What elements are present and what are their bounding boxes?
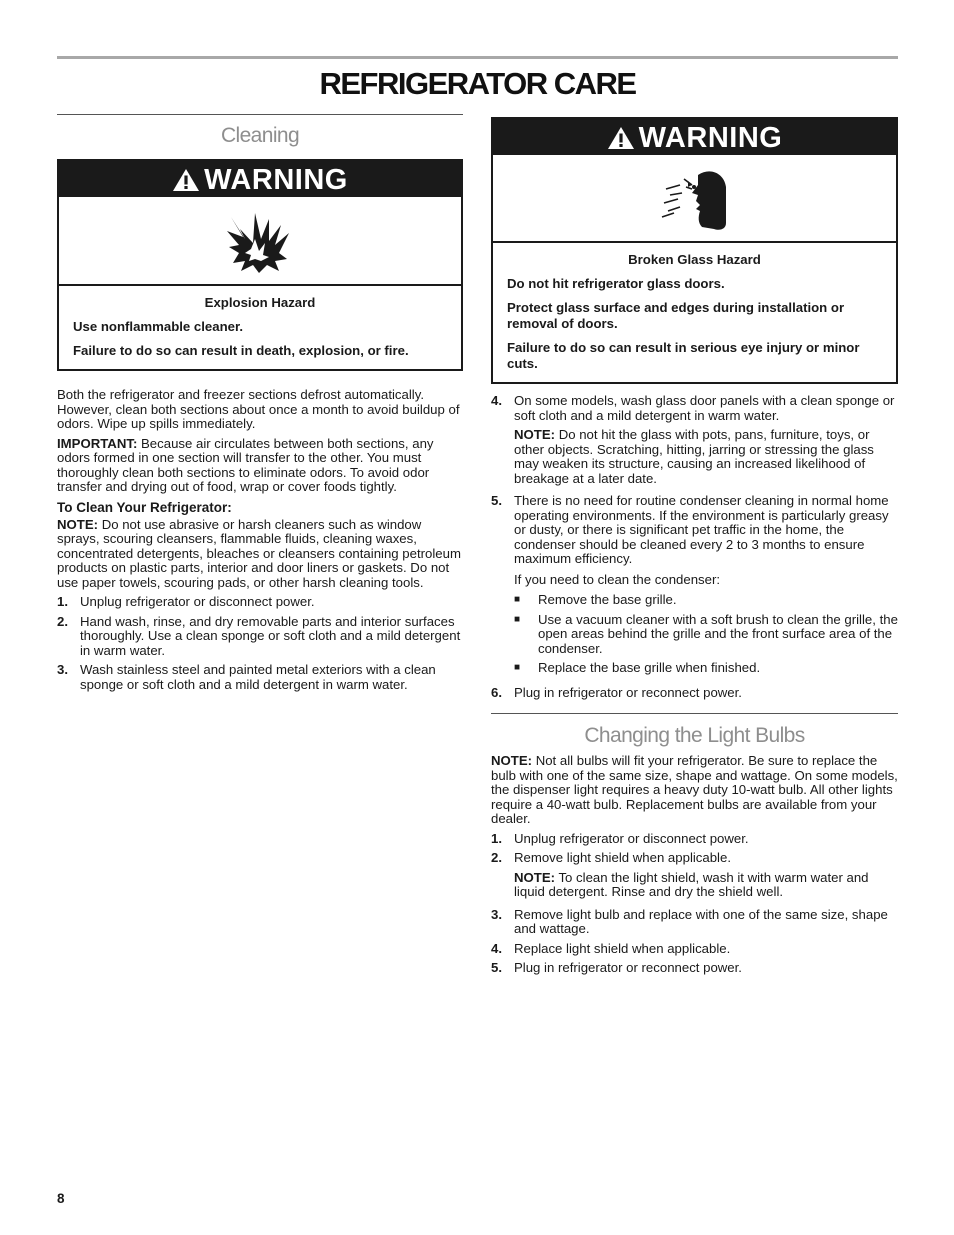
glass-warning-box xyxy=(491,117,898,384)
bullet-square-icon: ■ xyxy=(514,594,521,605)
bulb-steps xyxy=(491,832,898,976)
warning-line: Failure to do so can result in serious eye injury or minor cuts. xyxy=(507,340,860,371)
list-item: 3. Remove light bulb and replace with one of the same size, shape and wattage. xyxy=(491,906,888,936)
list-item: 2. Remove light shield when applicable. NOTE: To clean the light shield, wash it with warm water and liquid detergent. Rinse and dry the shield well. xyxy=(491,851,898,900)
list-item: 4. On some models, wash glass door panels with a clean sponge or soft cloth and a mild detergent in warm water. NOTE: Do not hit the glass with pots, pans, furniture, toys, or other objects. Scratching, hitting, jarring or stressing the glass may weaken its structure, causing an increased likelihood of breakage at a later date. xyxy=(491,394,898,486)
warning-text xyxy=(59,286,461,369)
list-item: 5. There is no need for routine condenser cleaning in normal home operating environments. If the environment is particularly greasy or dusty, or there is significant pet traffic in the home, the condenser should be cleaned every 2 to 3 months to ensure maximum efficiency. If you need to clean the condenser: ■ Remove the base grille. ■ Use a vacuum cleaner with a soft brush to clean the grille, the open areas behind the grille and the front surface area of the condenser. ■ Replace the base grille when finished. xyxy=(491,493,898,675)
hazard-title: Explosion Hazard xyxy=(204,295,316,310)
cleaner-note: NOTE: Do not use abrasive or harsh cleaners such as window sprays, scouring cleansers, flammable fluids, cleaning waxes, concentrated detergents, bleaches or cleansers containing petroleum products on plastic parts, interior and door liners or gaskets. Do not use paper towels, scouring pads, or other harsh cleaning tools. xyxy=(57,516,461,590)
list-item: 3. Wash stainless steel and painted metal exteriors with a clean sponge or soft cloth and a mild detergent in warm water. xyxy=(57,662,436,692)
list-item: 2. Hand wash, rinse, and dry removable parts and interior surfaces thoroughly. Use a clean sponge or soft cloth and a mild detergent in warm water. xyxy=(57,613,461,658)
bullet-square-icon: ■ xyxy=(514,662,521,673)
bulbs-note: NOTE: Not all bulbs will fit your refrigerator. Be sure to replace the bulb with one of the same size, shape and wattage. On some models, the dispenser light requires a heavy duty 10-watt bulb. All other lights require a 40-watt bulb. Replacement bulbs are available from your dealer. xyxy=(491,753,898,826)
list-item: 1. Unplug refrigerator or disconnect power. xyxy=(57,594,315,609)
section-rule xyxy=(491,713,898,714)
light-shield-note: NOTE: To clean the light shield, wash it with warm water and liquid detergent. Rinse and dry the shield well. xyxy=(514,869,869,899)
warning-triangle-icon xyxy=(607,126,635,150)
condenser-subtext: If you need to clean the condenser: xyxy=(514,571,721,587)
bullet-item: ■ Use a vacuum cleaner with a soft brush to clean the grille, the open areas behind the grille and the front surface area of the condenser. xyxy=(514,611,898,656)
warning-line: Use nonflammable cleaner. xyxy=(73,319,244,334)
list-item: 5. Plug in refrigerator or reconnect power. xyxy=(491,960,742,975)
explosion-icon xyxy=(225,209,295,275)
glass-steps xyxy=(491,394,898,700)
page-title: REFRIGERATOR CARE xyxy=(319,66,636,101)
cleaning-steps xyxy=(57,595,463,692)
page-number: 8 xyxy=(57,1191,65,1206)
glass-note: NOTE: Do not hit the glass with pots, pans, furniture, toys, or other objects. Scratching, hitting, jarring or stressing the glass may weaken its structure, causing an increased likelihood of breakage at a later date. xyxy=(514,427,874,486)
warning-line: Failure to do so can result in death, explosion, or fire. xyxy=(73,343,409,358)
bullet-item: ■ Replace the base grille when finished. xyxy=(514,660,761,675)
warning-line: Protect glass surface and edges during installation or removal of doors. xyxy=(507,300,845,331)
warning-bar xyxy=(493,119,896,155)
intro-paragraph: Both the refrigerator and freezer sections defrost automatically. However, clean both sections about once a month to avoid buildup of odors. Wipe up spills immediately. xyxy=(57,387,460,431)
bulbs-heading: Changing the Light Bulbs xyxy=(584,724,805,747)
warning-triangle-icon xyxy=(172,168,200,192)
condenser-bullets xyxy=(514,593,898,676)
warning-label: WARNING xyxy=(204,164,348,196)
explosion-icon-area xyxy=(59,199,461,286)
clean-subheading: To Clean Your Refrigerator: xyxy=(57,499,232,515)
explosion-warning-box xyxy=(57,159,463,371)
section-rule xyxy=(57,114,463,115)
list-item: 6. Plug in refrigerator or reconnect power. xyxy=(491,684,742,700)
bullet-square-icon: ■ xyxy=(514,613,521,625)
warning-text xyxy=(493,243,896,382)
cleaning-heading: Cleaning xyxy=(220,124,300,147)
list-item: 1. Unplug refrigerator or disconnect power. xyxy=(491,830,749,846)
important-paragraph: IMPORTANT: Because air circulates between both sections, any odors formed in one section will transfer to the other. You must thoroughly clean both sections to eliminate odors. To avoid odor transfer and drying out of food, wrap or cover foods tightly. xyxy=(57,435,434,494)
left-column xyxy=(57,114,463,697)
eye-injury-icon xyxy=(658,165,732,231)
right-column xyxy=(491,117,898,981)
hazard-title: Broken Glass Hazard xyxy=(628,252,761,267)
warning-line: Do not hit refrigerator glass doors. xyxy=(507,276,725,291)
bullet-item: ■ Remove the base grille. xyxy=(514,592,677,607)
warning-label: WARNING xyxy=(638,122,783,154)
warning-bar xyxy=(59,161,461,197)
top-rule xyxy=(57,56,898,59)
eye-injury-icon-area xyxy=(493,155,896,243)
list-item: 4. Replace light shield when applicable. xyxy=(491,940,731,956)
